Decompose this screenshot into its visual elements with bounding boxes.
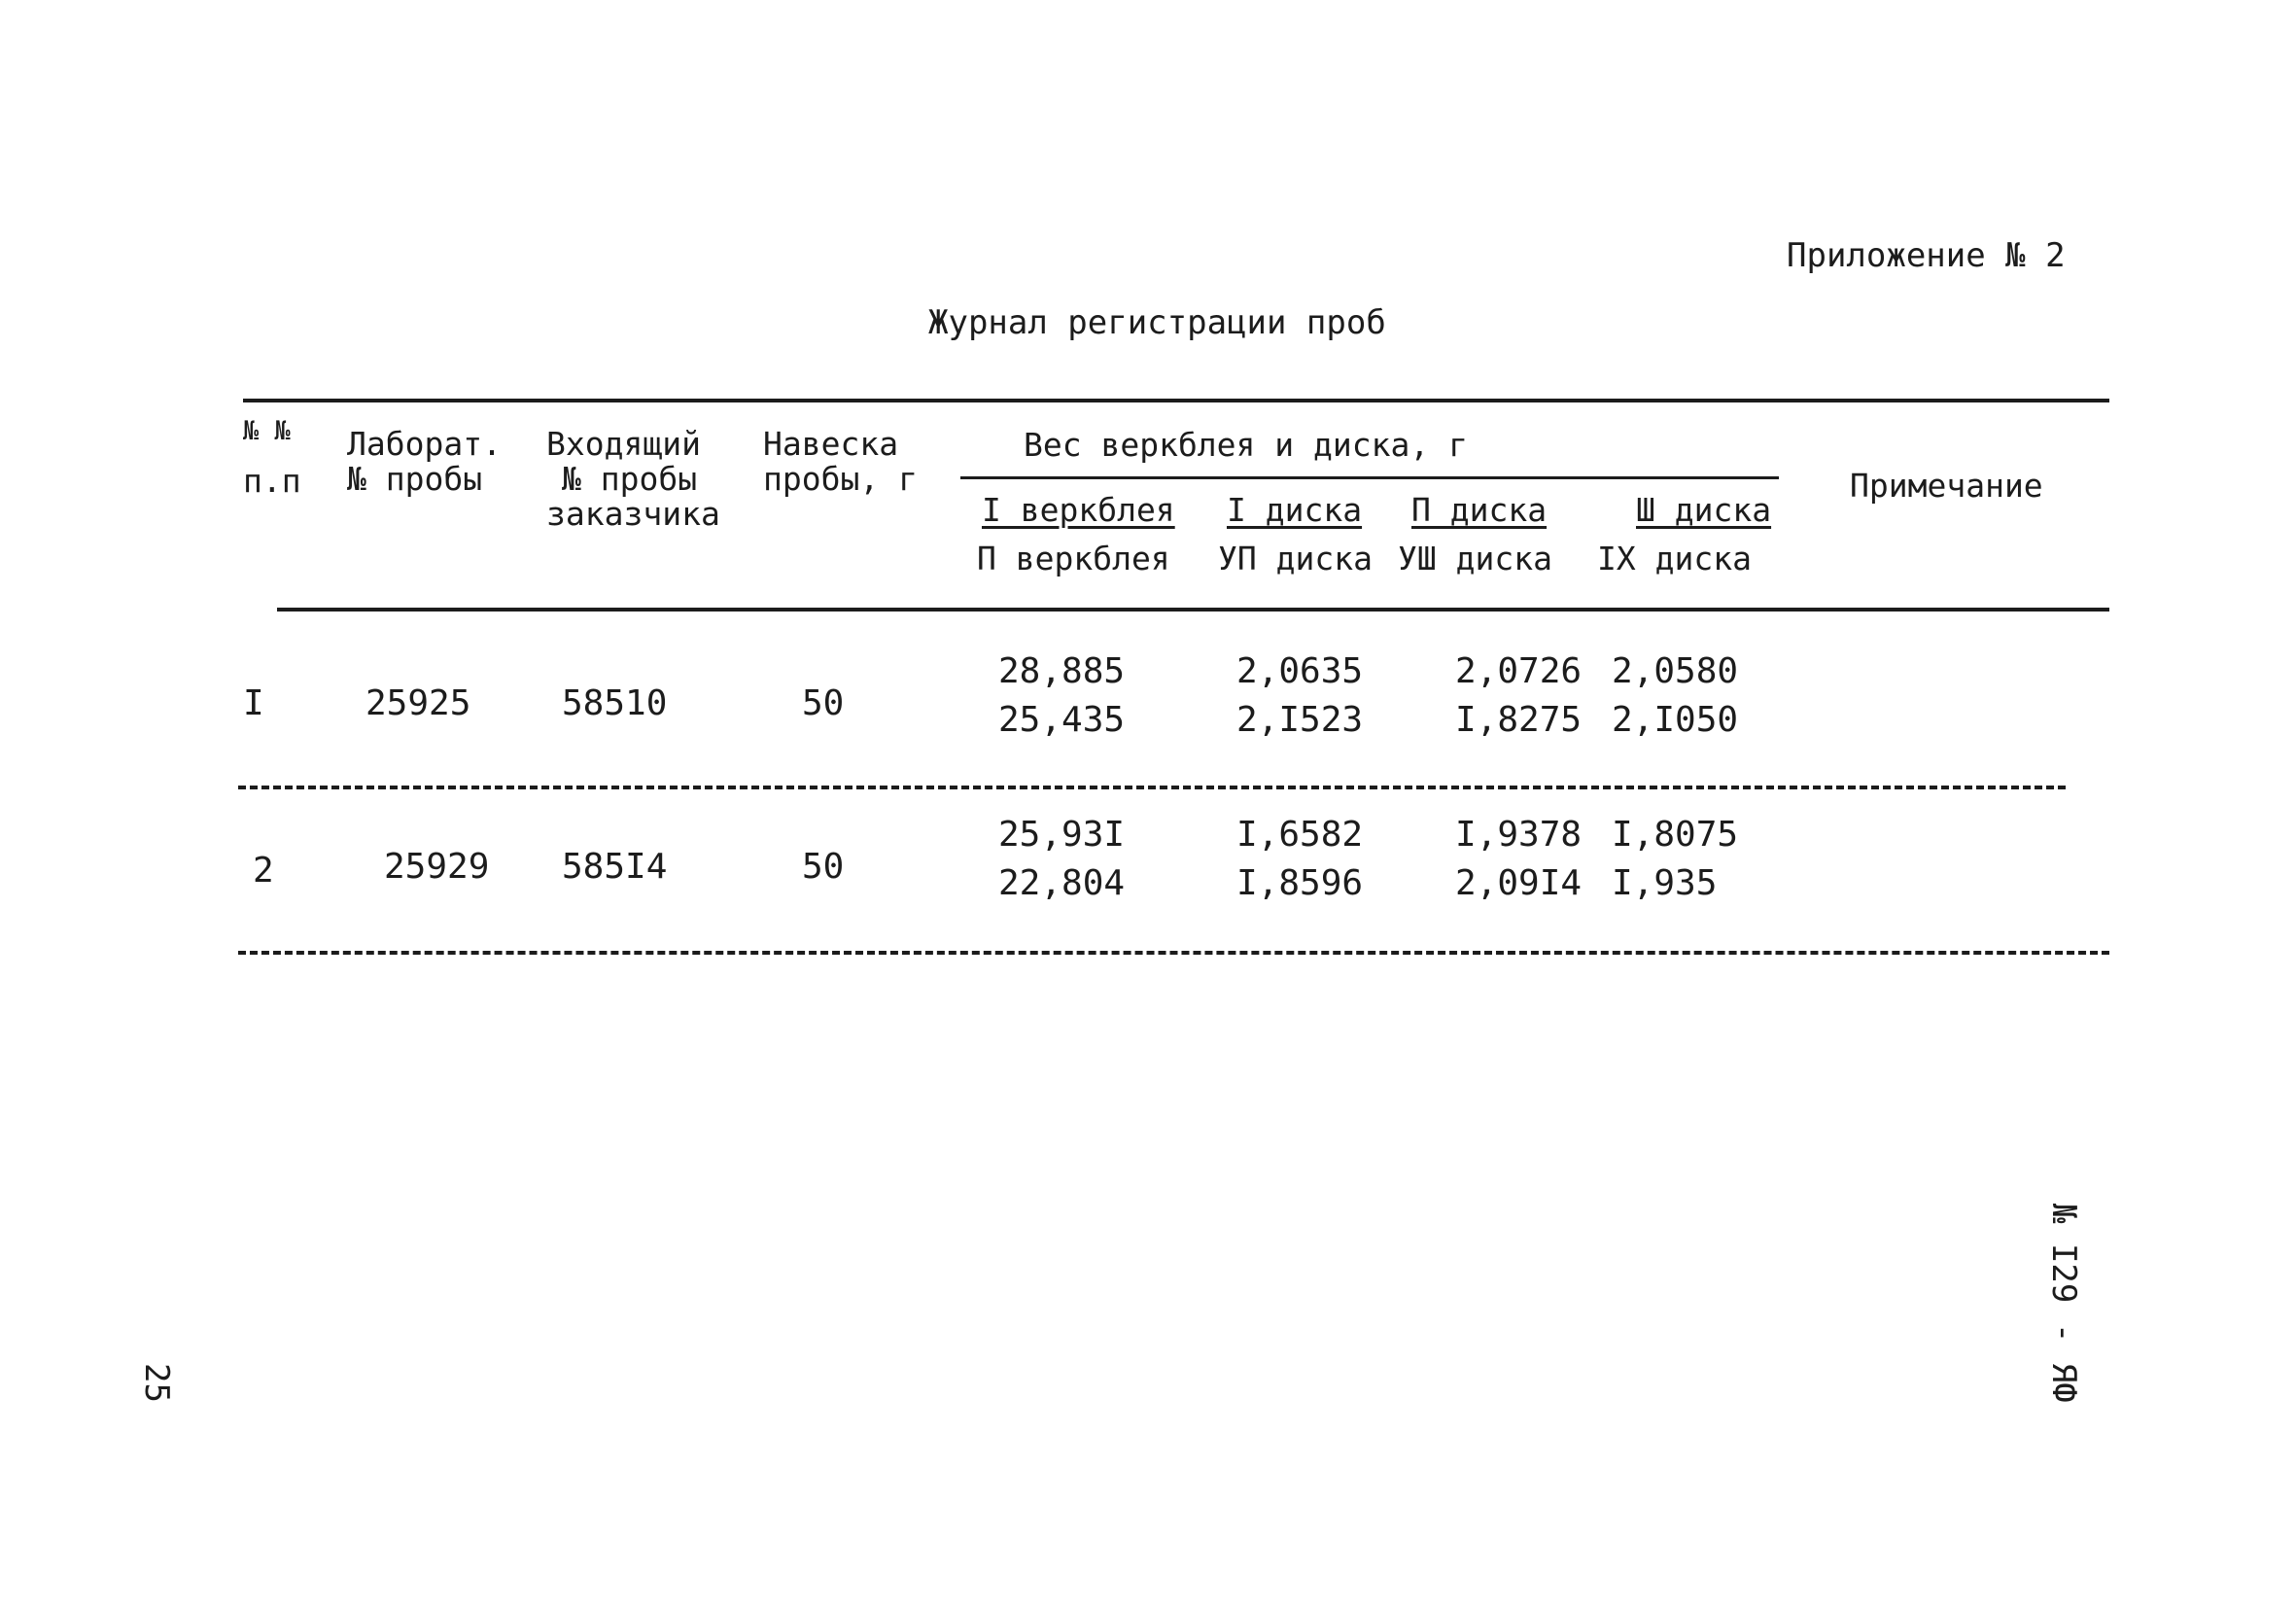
header-incoming-line3: заказчика (546, 495, 720, 533)
header-incoming-line2: № пробы (562, 460, 698, 498)
header-weigh-line1: Навеска (763, 425, 899, 463)
weight-group-rule (960, 476, 1779, 479)
table-top-rule (243, 399, 2109, 402)
subheader-top-1: I веркблея (982, 491, 1175, 529)
row2-separator (238, 951, 2109, 955)
row1-top-1: 28,885 (998, 651, 1126, 691)
document-code: № I29 - ЯФ (2044, 1204, 2083, 1403)
subheader-top-3: П диска (1411, 491, 1548, 529)
row2-top-3: I,9378 (1455, 815, 1583, 855)
row2-top-4: I,8075 (1612, 815, 1739, 855)
header-note: Примечание (1850, 467, 2043, 505)
row1-num: I (243, 683, 264, 723)
row1-lab: 25925 (365, 683, 471, 723)
document-title: Журнал регистрации проб (928, 303, 1386, 342)
row2-bottom-3: 2,09I4 (1455, 863, 1583, 903)
row1-weigh: 50 (802, 683, 845, 723)
row2-top-2: I,6582 (1236, 815, 1364, 855)
row1-bottom-3: I,8275 (1455, 700, 1583, 740)
row1-bottom-4: 2,I050 (1612, 700, 1739, 740)
header-bottom-rule (277, 608, 2109, 612)
page-number: 25 (137, 1363, 176, 1403)
row1-separator (238, 786, 2066, 789)
row1-incoming: 58510 (562, 683, 668, 723)
row2-bottom-1: 22,804 (998, 863, 1126, 903)
subheader-bottom-4: IX диска (1597, 540, 1752, 577)
row2-top-1: 25,93I (998, 815, 1126, 855)
subheader-bottom-1: П веркблея (977, 540, 1170, 577)
row2-lab: 25929 (384, 847, 490, 887)
header-weight-group: Вес веркблея и диска, г (1024, 426, 1468, 464)
row2-bottom-2: I,8596 (1236, 863, 1364, 903)
row1-top-3: 2,0726 (1455, 651, 1583, 691)
row1-top-2: 2,0635 (1236, 651, 1364, 691)
row2-weigh: 50 (802, 847, 845, 887)
subheader-bottom-2: УП диска (1218, 540, 1373, 577)
header-num-line2: п.п (243, 462, 301, 500)
subheader-bottom-3: УШ диска (1398, 540, 1552, 577)
subheader-top-2: I диска (1227, 491, 1363, 529)
row2-num: 2 (253, 851, 274, 891)
row1-top-4: 2,0580 (1612, 651, 1739, 691)
header-weigh-line2: пробы, г (763, 460, 918, 498)
row1-bottom-2: 2,I523 (1236, 700, 1364, 740)
appendix-label: Приложение № 2 (1787, 236, 2066, 275)
header-lab-line1: Лаборат. (347, 425, 502, 463)
header-incoming-line1: Входящий (546, 425, 701, 463)
row1-bottom-1: 25,435 (998, 700, 1126, 740)
header-num-line1: № № (243, 416, 291, 446)
header-lab-line2: № пробы (347, 460, 483, 498)
row2-incoming: 585I4 (562, 847, 668, 887)
subheader-top-4: Ш диска (1636, 491, 1772, 529)
row2-bottom-4: I,935 (1612, 863, 1718, 903)
